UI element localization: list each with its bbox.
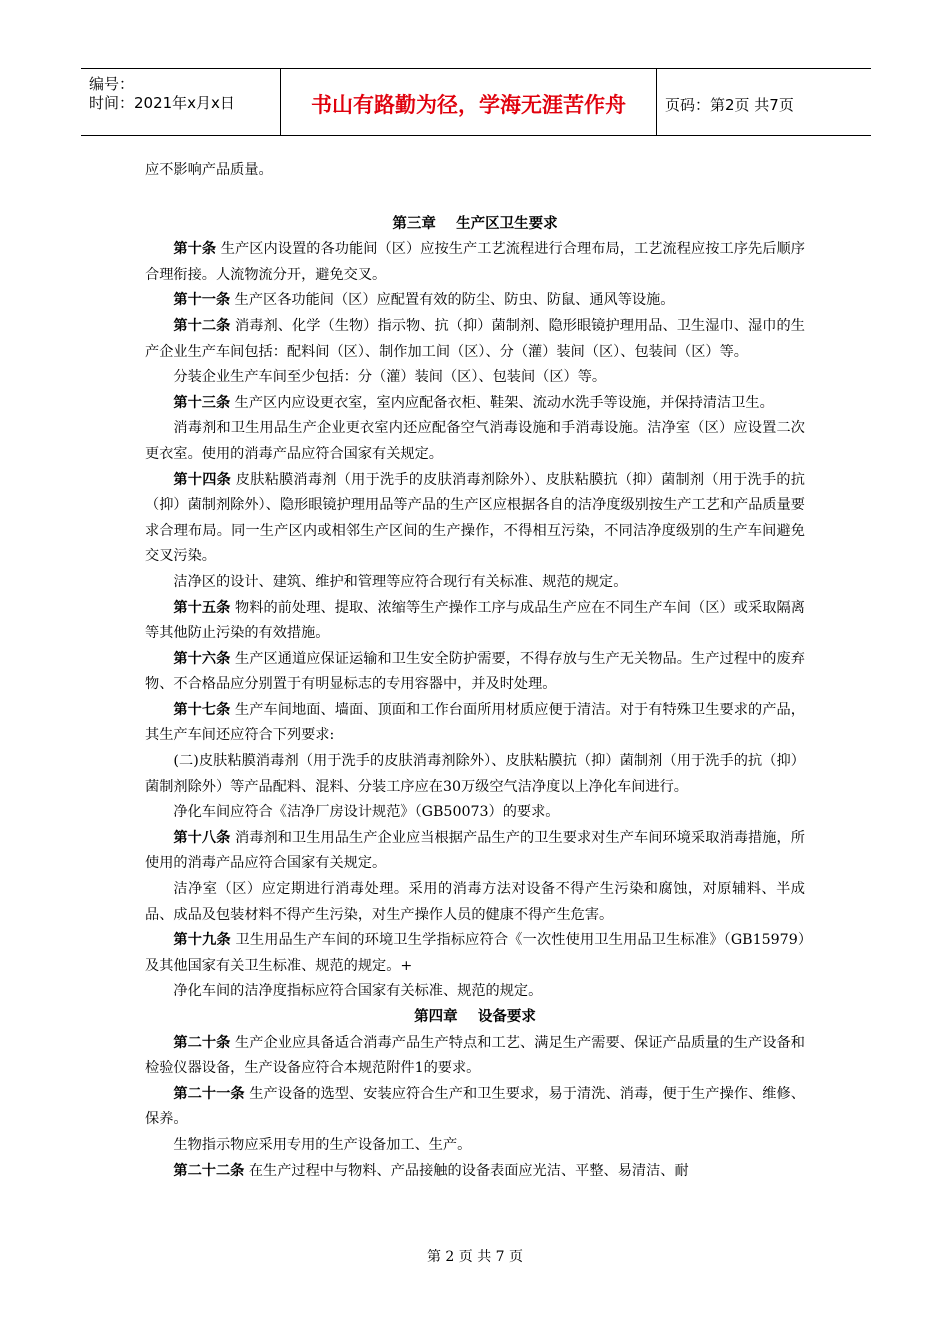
paragraph: 洁净区的设计、建筑、维护和管理等应符合现行有关标准、规范的规定。 — [173, 573, 628, 590]
article-13 — [145, 391, 805, 417]
paragraph: 生物指示物应采用专用的生产设备加工、生产。 — [173, 1136, 472, 1153]
article-18 — [145, 826, 805, 877]
header-meta — [81, 69, 281, 135]
paragraph: 净化车间应符合《洁净厂房设计规范》（GB50073）的要求。 — [173, 804, 560, 821]
article-text: 生产企业应具备适合消毒产品生产特点和工艺、满足生产需要、保证产品质量的生产设备和检验仪器设备，生产设备应符合本规范附件1的要求。 — [145, 1034, 805, 1077]
paragraph: 洁净室（区）应定期进行消毒处理。采用的消毒方法对设备不得产生污染和腐蚀，对原辅料、半成品、成品及包装材料不得产生污染，对生产操作人员的健康不得产生危害。 — [145, 881, 805, 923]
article-text: 生产区内设置的各功能间（区）应按生产工艺流程进行合理布局，工艺流程应按工序先后顺序合理衔接。人流物流分开，避免交叉。 — [145, 241, 805, 283]
article-12 — [145, 314, 805, 365]
article-text: 在生产过程中与物料、产品接触的设备表面应光洁、平整、易清洁、耐 — [244, 1162, 689, 1179]
header-page-info: 页码：第2页 共7页 — [665, 95, 794, 114]
article-11 — [145, 288, 805, 314]
article-16 — [145, 647, 805, 698]
article-title: 第十八条 — [173, 829, 231, 846]
number-label: 编号： — [89, 75, 135, 93]
article-text: 生产设备的选型、安装应符合生产和卫生要求，易于清洗、消毒，便于生产操作、维修、保养。 — [145, 1085, 805, 1128]
article-20 — [145, 1031, 805, 1082]
chapter-heading: 第四章 设备要求 — [414, 1009, 536, 1025]
article-14 — [145, 468, 805, 570]
article-text: 卫生用品生产车间的环境卫生学指标应符合《一次性使用卫生用品卫生标准》（GB15979）及其他国家有关卫生标准、规范的规定。+ — [145, 932, 805, 974]
article-title: 第十五条 — [173, 599, 231, 616]
article-17 — [145, 698, 805, 749]
page-header — [81, 68, 871, 136]
article-title: 第二十条 — [173, 1034, 231, 1051]
article-title: 第十二条 — [173, 317, 231, 334]
article-text: 生产区通道应保证运输和卫生安全防护需要，不得存放与生产无关物品。生产过程中的废弃物、不合格品应分别置于有明显标志的专用容器中，并及时处理。 — [145, 650, 805, 693]
article-title: 第十六条 — [173, 650, 231, 667]
article-text: 物料的前处理、提取、浓缩等生产操作工序与成品生产应在不同生产车间（区）或采取隔离等其他防止污染的有效措施。 — [145, 599, 805, 642]
article-text: 消毒剂和卫生用品生产企业应当根据产品生产的卫生要求对生产车间环境采取消毒措施，所使用的消毒产品应符合国家有关规定。 — [145, 829, 805, 872]
article-title: 第十一条 — [173, 292, 231, 309]
chapter-heading: 第三章 生产区卫生要求 — [392, 215, 558, 232]
article-text: 生产车间地面、墙面、顶面和工作台面所用材质应便于清洁。对于有特殊卫生要求的产品，其生产车间还应符合下列要求: — [145, 701, 805, 744]
paragraph: 分装企业生产车间至少包括：分（灌）装间（区）、包装间（区）等。 — [173, 369, 607, 386]
paragraph: 净化车间的洁净度指标应符合国家有关标准、规范的规定。 — [173, 983, 543, 1000]
article-text: 皮肤粘膜消毒剂（用于洗手的皮肤消毒剂除外）、皮肤粘膜抗（抑）菌制剂（用于洗手的抗（抑）菌制剂除外）、隐形眼镜护理用品等产品的生产区应根据各自的洁净度级别按生产工艺和产品质量要求合理布局。同一生产区内或相邻生产区间的生产操作，不得相互污染，不同洁净度级别的生产车间避免交叉污染。 — [145, 471, 805, 565]
article-10 — [145, 237, 805, 288]
document-body — [145, 158, 805, 1184]
article-text: 生产区各功能间（区）应配置有效的防尘、防虫、防鼠、通风等设施。 — [230, 292, 675, 309]
article-title: 第十条 — [173, 241, 217, 258]
article-title: 第二十二条 — [173, 1162, 245, 1179]
article-text: 消毒剂、化学（生物）指示物、抗（抑）菌制剂、隐形眼镜护理用品、卫生湿巾、湿巾的生产企业生产车间包括：配料间（区）、制作加工间（区）、分（灌）装间（区）、包装间（区）等。 — [145, 317, 805, 360]
paragraph: (二)皮肤粘膜消毒剂（用于洗手的皮肤消毒剂除外）、皮肤粘膜抗（抑）菌制剂（用于洗手的抗（抑）菌制剂除外）等产品配料、混料、分装工序应在30万级空气洁净度以上净化车间进行。 — [145, 753, 805, 795]
paragraph: 应不影响产品质量。 — [145, 162, 273, 178]
time-label: 时间：2021年x月x日 — [89, 94, 235, 112]
article-22 — [145, 1159, 805, 1185]
article-title: 第十七条 — [173, 701, 231, 718]
article-15 — [145, 596, 805, 647]
article-title: 第二十一条 — [173, 1085, 245, 1102]
page-footer: 第 2 页 共 7 页 — [426, 1249, 524, 1265]
article-text: 生产区内应设更衣室，室内应配备衣柜、鞋架、流动水洗手等设施，并保持清洁卫生。 — [230, 394, 774, 411]
article-19 — [145, 928, 805, 979]
article-21 — [145, 1082, 805, 1133]
article-title: 第十九条 — [173, 932, 231, 949]
article-title: 第十三条 — [173, 394, 231, 411]
paragraph: 消毒剂和卫生用品生产企业更衣室内还应配备空气消毒设施和手消毒设施。洁净室（区）应设置二次更衣室。使用的消毒产品应符合国家有关规定。 — [145, 420, 805, 462]
header-motto: 书山有路勤为径，学海无涯苦作舟 — [281, 69, 657, 135]
article-title: 第十四条 — [173, 471, 232, 488]
